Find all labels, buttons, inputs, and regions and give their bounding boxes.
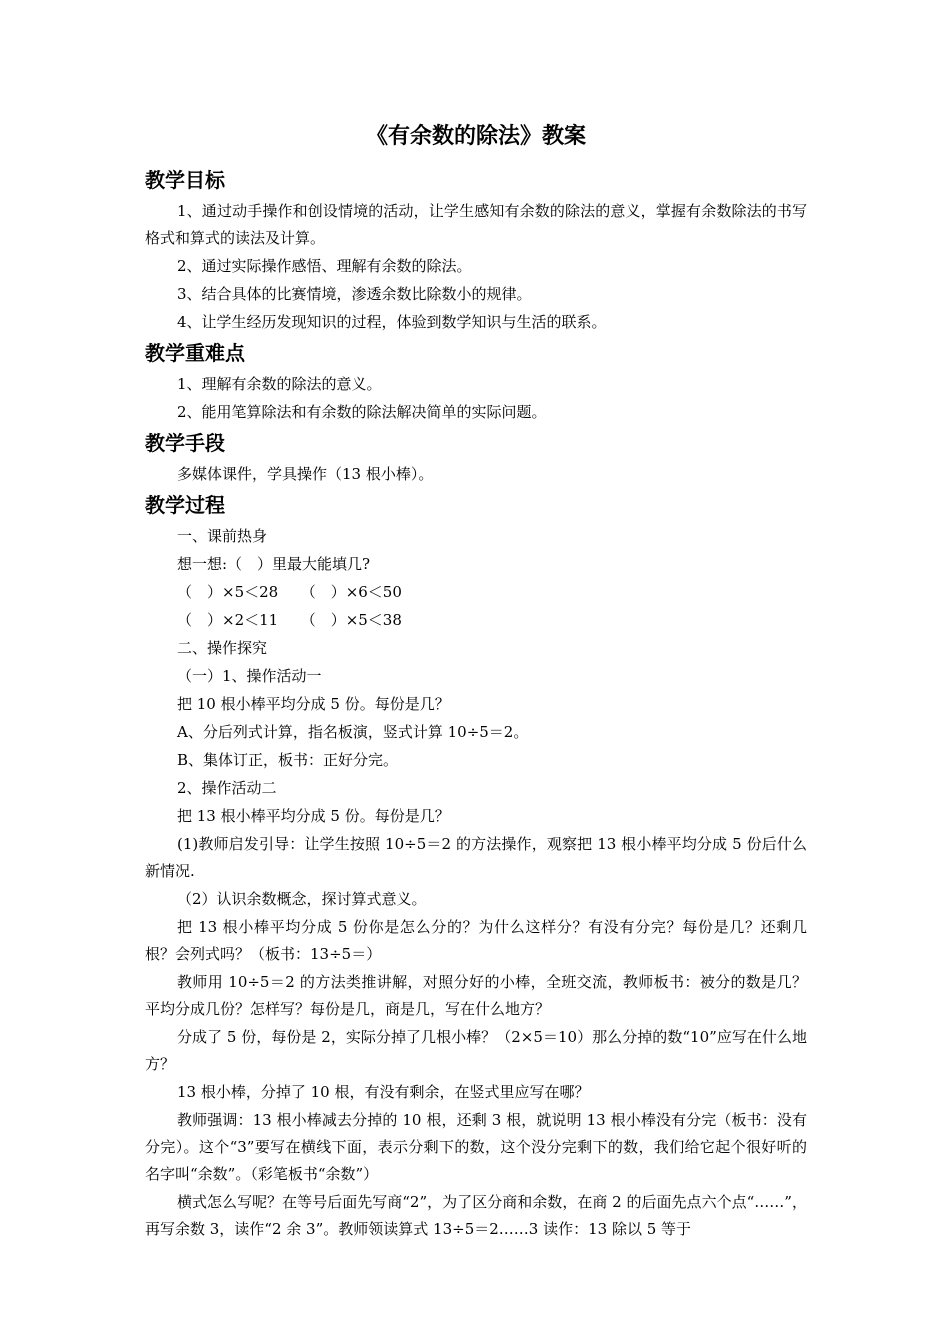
paragraph: 想一想:（ ）里最大能填几? xyxy=(177,555,371,573)
paragraph: 教师强调：13 根小棒减去分掉的 10 根，还剩 3 根，就说明 13 根小棒没有分完（板书：没有分完）。这个“3”要写在横线下面，表示分剩下的数，这个没分完剩下的数，我们给它起个很好听的名字叫“余数”。（彩笔板书“余数”） xyxy=(145,1111,807,1183)
paragraph: 横式怎么写呢？在等号后面先写商“2”，为了区分商和余数，在商 2 的后面先点六个点“……”，再写余数 3，读作“2 余 3”。教师领读算式 13÷5＝2……3 读作：13 除以 5 等于 xyxy=(145,1193,807,1238)
paragraph: （一）1、操作活动一 xyxy=(177,667,322,685)
paragraph: 13 根小棒，分掉了 10 根，有没有剩余，在竖式里应写在哪？ xyxy=(177,1083,590,1101)
paragraph: 2、能用笔算除法和有余数的除法解决简单的实际问题。 xyxy=(177,403,547,421)
section-heading: 教学目标 xyxy=(145,168,225,192)
paragraph: 二、操作探究 xyxy=(177,639,268,657)
paragraph: 一、课前热身 xyxy=(177,527,268,545)
section-keypoints xyxy=(145,337,807,426)
section-goals xyxy=(145,164,807,336)
section-heading: 教学手段 xyxy=(145,431,225,455)
section-means xyxy=(145,427,807,488)
section-heading: 教学重难点 xyxy=(145,341,245,365)
paragraph: 把 10 根小棒平均分成 5 份。每份是几？ xyxy=(177,695,450,713)
paragraph: （ ）×2＜11 （ ）×5＜38 xyxy=(177,611,402,629)
paragraph: 2、通过实际操作感悟、理解有余数的除法。 xyxy=(177,257,472,275)
paragraph: 分成了 5 份，每份是 2，实际分掉了几根小棒？（2×5＝10）那么分掉的数“10”应写在什么地方？ xyxy=(145,1028,807,1073)
paragraph: 把 13 根小棒平均分成 5 份。每份是几？ xyxy=(177,807,450,825)
paragraph: A、分后列式计算，指名板演，竖式计算 10÷5＝2。 xyxy=(177,723,529,741)
section-heading: 教学过程 xyxy=(145,493,225,517)
paragraph: 多媒体课件，学具操作（13 根小棒）。 xyxy=(177,465,434,483)
paragraph: 1、通过动手操作和创设情境的活动，让学生感知有余数的除法的意义，掌握有余数除法的书写格式和算式的读法及计算。 xyxy=(145,202,807,247)
paragraph: 2、操作活动二 xyxy=(177,779,277,797)
paragraph: 1、理解有余数的除法的意义。 xyxy=(177,375,382,393)
paragraph: (1)教师启发引导：让学生按照 10÷5＝2 的方法操作，观察把 13 根小棒平均分成 5 份后什么新情况. xyxy=(145,835,807,880)
paragraph: 把 13 根小棒平均分成 5 份你是怎么分的？为什么这样分？有没有分完？每份是几？还剩几根？会列式吗？（板书：13÷5＝） xyxy=(145,918,807,963)
paragraph: （2）认识余数概念，探讨算式意义。 xyxy=(177,890,427,908)
paragraph: 教师用 10÷5＝2 的方法类推讲解，对照分好的小棒，全班交流，教师板书：被分的数是几？平均分成几份？怎样写？每份是几，商是几，写在什么地方？ xyxy=(145,973,807,1018)
section-process xyxy=(145,489,807,1243)
document-title: 《有余数的除法》教案 xyxy=(365,123,586,149)
paragraph: B、集体订正，板书：正好分完。 xyxy=(177,751,399,769)
paragraph: 3、结合具体的比赛情境，渗透余数比除数小的规律。 xyxy=(177,285,532,303)
paragraph: （ ）×5＜28 （ ）×6＜50 xyxy=(177,583,402,601)
paragraph: 4、让学生经历发现知识的过程，体验到数学知识与生活的联系。 xyxy=(177,313,607,331)
